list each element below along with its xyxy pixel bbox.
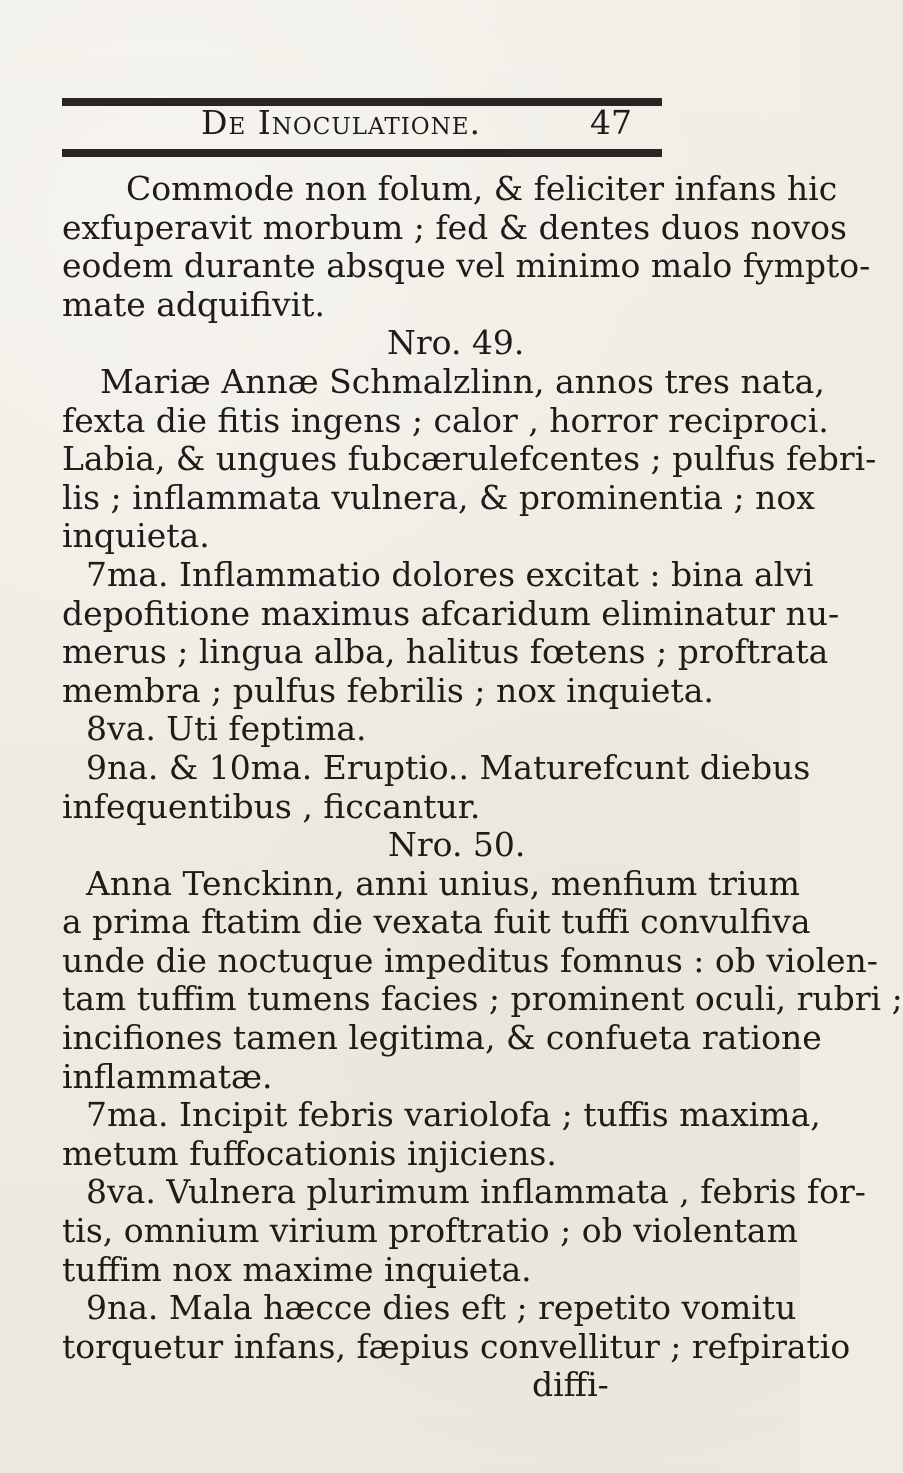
header-rule-bottom	[62, 149, 662, 157]
text-line: inquieta.	[62, 516, 210, 556]
text-line: 9na. Mala hæcce dies eft ; repetito vomitu	[86, 1288, 797, 1328]
page-number: 47	[590, 103, 632, 142]
text-line: a prima ftatim die vexata fuit tuffi convulfiva	[62, 902, 811, 942]
text-line: inflammatæ.	[62, 1056, 273, 1096]
text-line: torquetur infans, fæpius convellitur ; refpiratio	[62, 1326, 851, 1366]
text-line: 8va. Vulnera plurimum inflammata , febris for-	[86, 1172, 866, 1212]
text-line: eodem durante absque vel minimo malo fympto-	[62, 246, 871, 286]
text-line: tis, omnium virium proftratio ; ob violentam	[62, 1211, 798, 1251]
text-line: membra ; pulfus febrilis ; nox inquieta.	[62, 670, 714, 710]
text-line: tam tuffim tumens facies ; prominent oculi, rubri ;	[62, 979, 903, 1019]
section-heading: Nro. 50.	[388, 825, 526, 865]
text-line: metum fuffocationis injiciens.	[62, 1133, 557, 1173]
text-line: fexta die fitis ingens ; calor , horror reciproci.	[62, 400, 829, 440]
text-line: Labia, & ungues fubcærulefcentes ; pulfus febri-	[62, 439, 877, 479]
text-line: 8va. Uti feptima.	[86, 709, 367, 749]
text-line: merus ; lingua alba, halitus fœtens ; proftrata	[62, 632, 829, 672]
section-heading: Nro. 49.	[387, 323, 525, 363]
text-line: lis ; inflammata vulnera, & prominentia ; nox	[62, 477, 815, 517]
text-line: 9na. & 10ma. Eruptio.. Maturefcunt diebus	[86, 747, 811, 787]
text-line: Anna Tenckinn, anni unius, menfium trium	[86, 863, 800, 903]
text-line: 7ma. Incipit febris variolofa ; tuffis maxima,	[86, 1095, 821, 1135]
text-line: infequentibus , ficcantur.	[62, 786, 481, 826]
body-text	[62, 169, 903, 1405]
text-line: Commode non folum, & feliciter infans hic	[126, 169, 838, 208]
text-line: 7ma. Inflammatio dolores excitat : bina alvi	[86, 554, 814, 594]
text-line: Mariæ Annæ Schmalzlinn, annos tres nata,	[100, 361, 825, 401]
running-title: De Inoculatione.	[201, 103, 482, 142]
text-line: mate adquifivit.	[62, 284, 325, 324]
text-line: incifiones tamen legitima, & confueta ratione	[62, 1018, 822, 1058]
text-line: unde die noctuque impeditus fomnus : ob violen-	[62, 940, 878, 980]
catchword: diffi-	[532, 1365, 609, 1405]
text-line: exfuperavit morbum ; fed & dentes duos novos	[62, 207, 847, 247]
text-line: tuffim nox maxime inquieta.	[62, 1249, 532, 1289]
text-line: depofitione maximus afcaridum eliminatur nu-	[62, 593, 840, 633]
